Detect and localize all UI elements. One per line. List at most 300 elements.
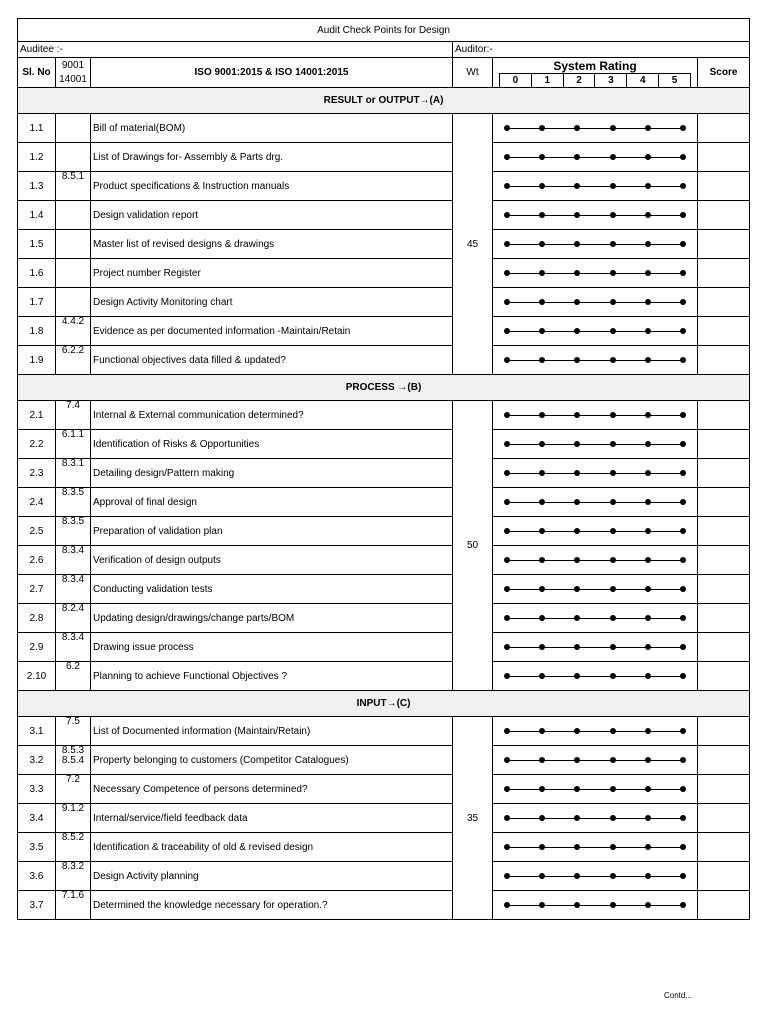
- item-description: List of Documented information (Maintain/Retain): [91, 717, 453, 746]
- rating-option-4[interactable]: [645, 499, 651, 505]
- rating-option-4[interactable]: [645, 557, 651, 563]
- rating-option-2[interactable]: [574, 815, 580, 821]
- score-cell[interactable]: [698, 775, 750, 804]
- rating-option-5[interactable]: [680, 441, 686, 447]
- item-number: 2.8: [18, 604, 56, 633]
- rating-option-3[interactable]: [610, 441, 616, 447]
- clause-header-14001: 14001: [59, 73, 87, 85]
- score-cell[interactable]: [698, 459, 750, 488]
- rating-option-1[interactable]: [539, 241, 545, 247]
- rating-option-0[interactable]: [504, 757, 510, 763]
- score-cell[interactable]: [698, 833, 750, 862]
- rating-option-1[interactable]: [539, 357, 545, 363]
- rating-option-0[interactable]: [504, 586, 510, 592]
- item-number: 1.4: [18, 201, 56, 230]
- rating-option-3[interactable]: [610, 557, 616, 563]
- rating-option-4[interactable]: [645, 241, 651, 247]
- item-description: Planning to achieve Functional Objectives ?: [91, 662, 453, 691]
- rating-option-1[interactable]: [539, 125, 545, 131]
- rating-option-5[interactable]: [680, 270, 686, 276]
- rating-option-2[interactable]: [574, 212, 580, 218]
- rating-option-0[interactable]: [504, 357, 510, 363]
- item-description: Product specifications & Instruction manuals: [91, 172, 453, 201]
- rating-option-2[interactable]: [574, 728, 580, 734]
- rating-option-0[interactable]: [504, 154, 510, 160]
- rating-option-3[interactable]: [610, 873, 616, 879]
- score-cell[interactable]: [698, 575, 750, 604]
- rating-scale: [493, 459, 698, 488]
- score-cell[interactable]: [698, 430, 750, 459]
- rating-option-0[interactable]: [504, 470, 510, 476]
- rating-option-1[interactable]: [539, 557, 545, 563]
- table-row: [18, 459, 750, 488]
- rating-option-3[interactable]: [610, 499, 616, 505]
- rating-option-0[interactable]: [504, 299, 510, 305]
- rating-option-3[interactable]: [610, 902, 616, 908]
- rating-option-4[interactable]: [645, 212, 651, 218]
- rating-option-5[interactable]: [680, 902, 686, 908]
- score-cell[interactable]: [698, 230, 750, 259]
- rating-option-3[interactable]: [610, 212, 616, 218]
- score-cell[interactable]: [698, 143, 750, 172]
- rating-option-2[interactable]: [574, 183, 580, 189]
- rating-option-4[interactable]: [645, 873, 651, 879]
- item-clause: 6.2: [56, 662, 91, 691]
- rating-option-2[interactable]: [574, 586, 580, 592]
- item-number: 2.3: [18, 459, 56, 488]
- rating-option-0[interactable]: [504, 528, 510, 534]
- item-description: List of Drawings for- Assembly & Parts drg.: [91, 143, 453, 172]
- rating-option-0[interactable]: [504, 499, 510, 505]
- item-number: 2.6: [18, 546, 56, 575]
- rating-option-3[interactable]: [610, 183, 616, 189]
- rating-option-4[interactable]: [645, 615, 651, 621]
- item-clause: 6.1.1: [56, 430, 91, 459]
- rating-option-0[interactable]: [504, 902, 510, 908]
- table-row: [18, 172, 750, 201]
- rating-option-0[interactable]: [504, 183, 510, 189]
- rating-option-5[interactable]: [680, 299, 686, 305]
- score-cell[interactable]: [698, 662, 750, 691]
- item-number: 3.6: [18, 862, 56, 891]
- item-description: Necessary Competence of persons determined?: [91, 775, 453, 804]
- rating-option-4[interactable]: [645, 441, 651, 447]
- table-row: [18, 288, 750, 317]
- table-row: [18, 230, 750, 259]
- rating-option-1[interactable]: [539, 902, 545, 908]
- score-cell[interactable]: [698, 401, 750, 430]
- score-cell[interactable]: [698, 717, 750, 746]
- section-title: RESULT or OUTPUT→(A): [18, 88, 750, 114]
- rating-option-3[interactable]: [610, 241, 616, 247]
- table-row: [18, 488, 750, 517]
- rating-option-1[interactable]: [539, 615, 545, 621]
- item-description: Determined the knowledge necessary for operation.?: [91, 891, 453, 920]
- item-description: Internal/service/field feedback data: [91, 804, 453, 833]
- table-row: [18, 575, 750, 604]
- item-number: 1.6: [18, 259, 56, 288]
- rating-option-3[interactable]: [610, 357, 616, 363]
- item-description: Verification of design outputs: [91, 546, 453, 575]
- rating-option-3[interactable]: [610, 644, 616, 650]
- rating-option-4[interactable]: [645, 125, 651, 131]
- item-clause: 8.3.5: [56, 488, 91, 517]
- rating-option-4[interactable]: [645, 270, 651, 276]
- rating-option-2[interactable]: [574, 357, 580, 363]
- rating-option-4[interactable]: [645, 183, 651, 189]
- rating-level-1: 1: [531, 74, 563, 87]
- rating-option-2[interactable]: [574, 673, 580, 679]
- rating-option-0[interactable]: [504, 241, 510, 247]
- rating-option-1[interactable]: [539, 470, 545, 476]
- item-clause: [56, 201, 91, 230]
- rating-option-4[interactable]: [645, 673, 651, 679]
- rating-option-4[interactable]: [645, 644, 651, 650]
- item-description: Identification & traceability of old & revised design: [91, 833, 453, 862]
- item-number: 3.7: [18, 891, 56, 920]
- rating-option-5[interactable]: [680, 470, 686, 476]
- rating-option-2[interactable]: [574, 499, 580, 505]
- rating-line: [507, 244, 683, 245]
- item-description: Preparation of validation plan: [91, 517, 453, 546]
- rating-line: [507, 760, 683, 761]
- rating-option-0[interactable]: [504, 644, 510, 650]
- rating-option-4[interactable]: [645, 728, 651, 734]
- item-number: 3.4: [18, 804, 56, 833]
- rating-option-0[interactable]: [504, 815, 510, 821]
- rating-option-5[interactable]: [680, 412, 686, 418]
- score-cell[interactable]: [698, 891, 750, 920]
- table-row: [18, 346, 750, 375]
- rating-line: [507, 186, 683, 187]
- rating-option-3[interactable]: [610, 757, 616, 763]
- rating-scale: [493, 172, 698, 201]
- score-cell[interactable]: [698, 633, 750, 662]
- rating-option-2[interactable]: [574, 241, 580, 247]
- rating-option-1[interactable]: [539, 528, 545, 534]
- score-header: Score: [698, 58, 750, 88]
- rating-option-3[interactable]: [610, 154, 616, 160]
- rating-option-3[interactable]: [610, 125, 616, 131]
- rating-option-2[interactable]: [574, 328, 580, 334]
- rating-levels: [499, 73, 691, 87]
- rating-option-5[interactable]: [680, 815, 686, 821]
- rating-option-5[interactable]: [680, 844, 686, 850]
- rating-option-3[interactable]: [610, 299, 616, 305]
- rating-option-0[interactable]: [504, 125, 510, 131]
- rating-option-3[interactable]: [610, 528, 616, 534]
- rating-scale: [493, 317, 698, 346]
- item-number: 2.10: [18, 662, 56, 691]
- rating-option-2[interactable]: [574, 299, 580, 305]
- rating-line: [507, 618, 683, 619]
- rating-option-4[interactable]: [645, 815, 651, 821]
- rating-option-4[interactable]: [645, 470, 651, 476]
- item-clause: 8.3.2: [56, 862, 91, 891]
- rating-option-5[interactable]: [680, 154, 686, 160]
- rating-line: [507, 331, 683, 332]
- rating-option-0[interactable]: [504, 270, 510, 276]
- rating-option-2[interactable]: [574, 441, 580, 447]
- rating-option-0[interactable]: [504, 615, 510, 621]
- rating-option-3[interactable]: [610, 615, 616, 621]
- rating-level-4: 4: [626, 74, 658, 87]
- rating-option-1[interactable]: [539, 586, 545, 592]
- rating-option-0[interactable]: [504, 557, 510, 563]
- rating-option-1[interactable]: [539, 412, 545, 418]
- score-cell[interactable]: [698, 488, 750, 517]
- audit-table: [17, 18, 750, 920]
- rating-option-2[interactable]: [574, 902, 580, 908]
- rating-scale: [493, 804, 698, 833]
- rating-option-4[interactable]: [645, 357, 651, 363]
- rating-option-3[interactable]: [610, 586, 616, 592]
- rating-option-5[interactable]: [680, 357, 686, 363]
- rating-option-2[interactable]: [574, 615, 580, 621]
- rating-option-1[interactable]: [539, 844, 545, 850]
- table-row: [18, 259, 750, 288]
- item-number: 1.5: [18, 230, 56, 259]
- rating-option-1[interactable]: [539, 728, 545, 734]
- rating-option-4[interactable]: [645, 412, 651, 418]
- item-clause: 8.3.4: [56, 546, 91, 575]
- rating-option-3[interactable]: [610, 412, 616, 418]
- rating-scale: [493, 746, 698, 775]
- auditor-label: Auditor:-: [453, 42, 750, 58]
- item-description: Design validation report: [91, 201, 453, 230]
- score-cell[interactable]: [698, 201, 750, 230]
- rating-option-0[interactable]: [504, 412, 510, 418]
- rating-line: [507, 847, 683, 848]
- item-clause: 4.4.2: [56, 317, 91, 346]
- rating-option-1[interactable]: [539, 673, 545, 679]
- rating-option-4[interactable]: [645, 757, 651, 763]
- rating-scale: [493, 346, 698, 375]
- item-description: Bill of material(BOM): [91, 114, 453, 143]
- rating-option-3[interactable]: [610, 844, 616, 850]
- rating-option-5[interactable]: [680, 586, 686, 592]
- item-clause: 8.3.1: [56, 459, 91, 488]
- rating-option-3[interactable]: [610, 728, 616, 734]
- rating-option-3[interactable]: [610, 673, 616, 679]
- rating-option-5[interactable]: [680, 183, 686, 189]
- item-number: 2.7: [18, 575, 56, 604]
- rating-level-5: 5: [658, 74, 691, 87]
- item-number: 3.1: [18, 717, 56, 746]
- clause-header-9001: 9001: [61, 59, 85, 71]
- item-number: 2.9: [18, 633, 56, 662]
- rating-option-1[interactable]: [539, 873, 545, 879]
- rating-option-2[interactable]: [574, 470, 580, 476]
- rating-scale: [493, 833, 698, 862]
- table-row: [18, 430, 750, 459]
- rating-scale: [493, 891, 698, 920]
- rating-option-1[interactable]: [539, 270, 545, 276]
- table-row: [18, 804, 750, 833]
- item-number: 3.2: [18, 746, 56, 775]
- score-cell[interactable]: [698, 317, 750, 346]
- item-clause: 7.5: [56, 717, 91, 746]
- rating-option-1[interactable]: [539, 786, 545, 792]
- rating-option-5[interactable]: [680, 728, 686, 734]
- item-number: 1.8: [18, 317, 56, 346]
- rating-option-5[interactable]: [680, 757, 686, 763]
- item-clause: [56, 143, 91, 172]
- item-description: Design Activity planning: [91, 862, 453, 891]
- rating-line: [507, 473, 683, 474]
- score-cell[interactable]: [698, 172, 750, 201]
- rating-option-2[interactable]: [574, 125, 580, 131]
- rating-option-3[interactable]: [610, 815, 616, 821]
- rating-option-0[interactable]: [504, 728, 510, 734]
- rating-option-4[interactable]: [645, 902, 651, 908]
- item-clause: 7.1.6: [56, 891, 91, 920]
- item-clause: 8.3.4: [56, 575, 91, 604]
- rating-option-1[interactable]: [539, 757, 545, 763]
- rating-option-1[interactable]: [539, 815, 545, 821]
- rating-option-4[interactable]: [645, 299, 651, 305]
- item-clause: 8.3.5: [56, 517, 91, 546]
- item-clause: 8.5.2: [56, 833, 91, 862]
- section-header-row: [18, 88, 750, 114]
- rating-line: [507, 789, 683, 790]
- item-number: 2.2: [18, 430, 56, 459]
- standard-header: ISO 9001:2015 & ISO 14001:2015: [91, 58, 453, 88]
- rating-option-5[interactable]: [680, 499, 686, 505]
- rating-line: [507, 502, 683, 503]
- rating-scale: [493, 114, 698, 143]
- rating-option-1[interactable]: [539, 499, 545, 505]
- score-cell[interactable]: [698, 288, 750, 317]
- rating-scale: [493, 517, 698, 546]
- score-cell[interactable]: [698, 804, 750, 833]
- rating-line: [507, 273, 683, 274]
- item-clause: 7.2: [56, 775, 91, 804]
- score-cell[interactable]: [698, 114, 750, 143]
- rating-option-1[interactable]: [539, 299, 545, 305]
- rating-option-2[interactable]: [574, 844, 580, 850]
- rating-option-3[interactable]: [610, 470, 616, 476]
- score-cell[interactable]: [698, 259, 750, 288]
- rating-option-1[interactable]: [539, 644, 545, 650]
- table-row: [18, 604, 750, 633]
- rating-option-4[interactable]: [645, 586, 651, 592]
- rating-option-5[interactable]: [680, 873, 686, 879]
- table-row: [18, 317, 750, 346]
- rating-line: [507, 415, 683, 416]
- rating-option-0[interactable]: [504, 844, 510, 850]
- rating-option-2[interactable]: [574, 154, 580, 160]
- rating-option-5[interactable]: [680, 557, 686, 563]
- rating-scale: [493, 717, 698, 746]
- score-cell[interactable]: [698, 546, 750, 575]
- rating-scale: [493, 662, 698, 691]
- rating-level-2: 2: [563, 74, 595, 87]
- table-row: [18, 401, 750, 430]
- rating-option-0[interactable]: [504, 873, 510, 879]
- item-description: Identification of Risks & Opportunities: [91, 430, 453, 459]
- rating-scale: [493, 143, 698, 172]
- score-cell[interactable]: [698, 862, 750, 891]
- rating-option-3[interactable]: [610, 786, 616, 792]
- score-cell[interactable]: [698, 746, 750, 775]
- rating-option-2[interactable]: [574, 557, 580, 563]
- rating-option-5[interactable]: [680, 328, 686, 334]
- rating-option-3[interactable]: [610, 270, 616, 276]
- item-description: Design Activity Monitoring chart: [91, 288, 453, 317]
- rating-option-0[interactable]: [504, 673, 510, 679]
- item-clause: [56, 288, 91, 317]
- item-description: Internal & External communication determined?: [91, 401, 453, 430]
- table-row: [18, 201, 750, 230]
- item-description: Project number Register: [91, 259, 453, 288]
- score-cell[interactable]: [698, 517, 750, 546]
- rating-option-1[interactable]: [539, 154, 545, 160]
- rating-option-5[interactable]: [680, 786, 686, 792]
- rating-scale: [493, 430, 698, 459]
- score-cell[interactable]: [698, 346, 750, 375]
- rating-option-2[interactable]: [574, 786, 580, 792]
- rating-option-5[interactable]: [680, 241, 686, 247]
- item-clause: [56, 230, 91, 259]
- rating-option-5[interactable]: [680, 615, 686, 621]
- rating-option-0[interactable]: [504, 786, 510, 792]
- table-row: [18, 862, 750, 891]
- item-description: Updating design/drawings/change parts/BOM: [91, 604, 453, 633]
- sl-no-header: Sl. No: [18, 58, 56, 88]
- rating-option-2[interactable]: [574, 412, 580, 418]
- rating-option-5[interactable]: [680, 125, 686, 131]
- item-description: Drawing issue process: [91, 633, 453, 662]
- rating-option-4[interactable]: [645, 154, 651, 160]
- rating-option-0[interactable]: [504, 441, 510, 447]
- rating-line: [507, 676, 683, 677]
- rating-scale: [493, 775, 698, 804]
- rating-scale: [493, 633, 698, 662]
- rating-scale: [493, 201, 698, 230]
- rating-line: [507, 360, 683, 361]
- rating-option-4[interactable]: [645, 786, 651, 792]
- score-cell[interactable]: [698, 604, 750, 633]
- rating-option-1[interactable]: [539, 212, 545, 218]
- section-weight: 50: [453, 401, 493, 691]
- rating-option-1[interactable]: [539, 183, 545, 189]
- rating-level-3: 3: [594, 74, 626, 87]
- rating-option-5[interactable]: [680, 212, 686, 218]
- rating-option-2[interactable]: [574, 528, 580, 534]
- rating-option-1[interactable]: [539, 328, 545, 334]
- wt-header: Wt: [453, 58, 493, 88]
- rating-option-2[interactable]: [574, 644, 580, 650]
- rating-option-4[interactable]: [645, 844, 651, 850]
- rating-option-5[interactable]: [680, 673, 686, 679]
- rating-option-0[interactable]: [504, 212, 510, 218]
- rating-option-5[interactable]: [680, 644, 686, 650]
- rating-option-2[interactable]: [574, 873, 580, 879]
- item-description: Detailing design/Pattern making: [91, 459, 453, 488]
- rating-option-2[interactable]: [574, 270, 580, 276]
- rating-option-4[interactable]: [645, 528, 651, 534]
- item-number: 1.7: [18, 288, 56, 317]
- rating-option-1[interactable]: [539, 441, 545, 447]
- rating-line: [507, 560, 683, 561]
- section-title: INPUT→(C): [18, 691, 750, 717]
- rating-option-5[interactable]: [680, 528, 686, 534]
- rating-option-2[interactable]: [574, 757, 580, 763]
- rating-option-4[interactable]: [645, 328, 651, 334]
- rating-option-3[interactable]: [610, 328, 616, 334]
- rating-option-0[interactable]: [504, 328, 510, 334]
